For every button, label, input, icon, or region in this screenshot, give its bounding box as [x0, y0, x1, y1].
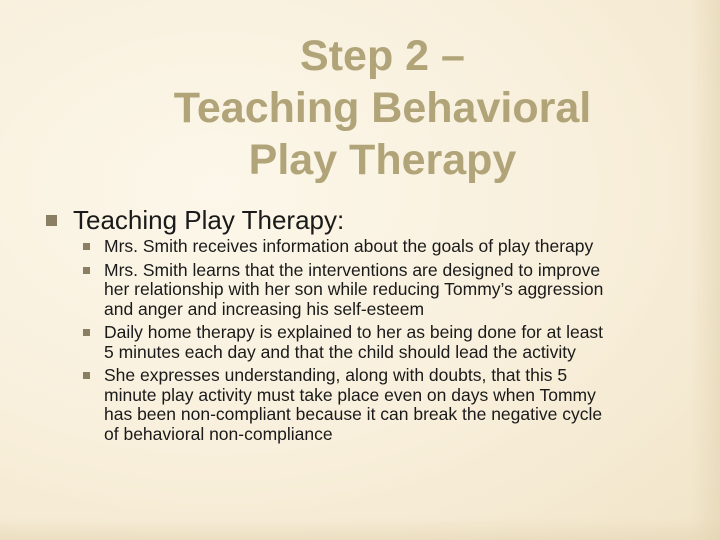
sub-bullet-line: Daily home therapy is explained to her as being done for at least [104, 322, 604, 342]
sub-bullet-item [82, 366, 682, 444]
sub-bullet-line: has been non-compliant because it can break the negative cycle [104, 404, 603, 424]
sub-bullet-item [82, 323, 682, 362]
square-bullet-icon [46, 215, 57, 226]
main-bullet-text: Teaching Play Therapy: [73, 205, 345, 235]
title-line-1: Step 2 – [300, 32, 465, 80]
sub-bullet-line: 5 minutes each day and that the child should lead the activity [104, 341, 576, 362]
sub-bullet-line: minute play activity must take place even on days when Tommy [104, 384, 596, 405]
title-line-2: Teaching Behavioral [173, 84, 592, 132]
sub-bullet-line: She expresses understanding, along with doubts, that this 5 [104, 365, 568, 385]
sub-bullet-line: and anger and increasing his self-esteem [104, 298, 425, 319]
sub-bullet-list [82, 237, 682, 448]
square-bullet-icon [83, 243, 90, 250]
sub-bullet-line: of behavioral non-compliance [104, 423, 333, 444]
square-bullet-icon [83, 267, 90, 274]
title-line-3: Play Therapy [248, 136, 517, 184]
sub-bullet-item [82, 261, 682, 320]
sub-bullet-line: Mrs. Smith receives information about the goals of play therapy [104, 236, 594, 256]
sub-bullet-line: Mrs. Smith learns that the interventions are designed to improve [104, 259, 601, 280]
square-bullet-icon [83, 329, 90, 336]
sub-bullet-line: her relationship with her son while reducing Tommy’s aggression [104, 279, 604, 299]
sub-bullet-item [82, 237, 682, 257]
slide-title [0, 30, 720, 186]
square-bullet-icon [83, 372, 90, 379]
slide-bottom-shadow [0, 518, 720, 540]
